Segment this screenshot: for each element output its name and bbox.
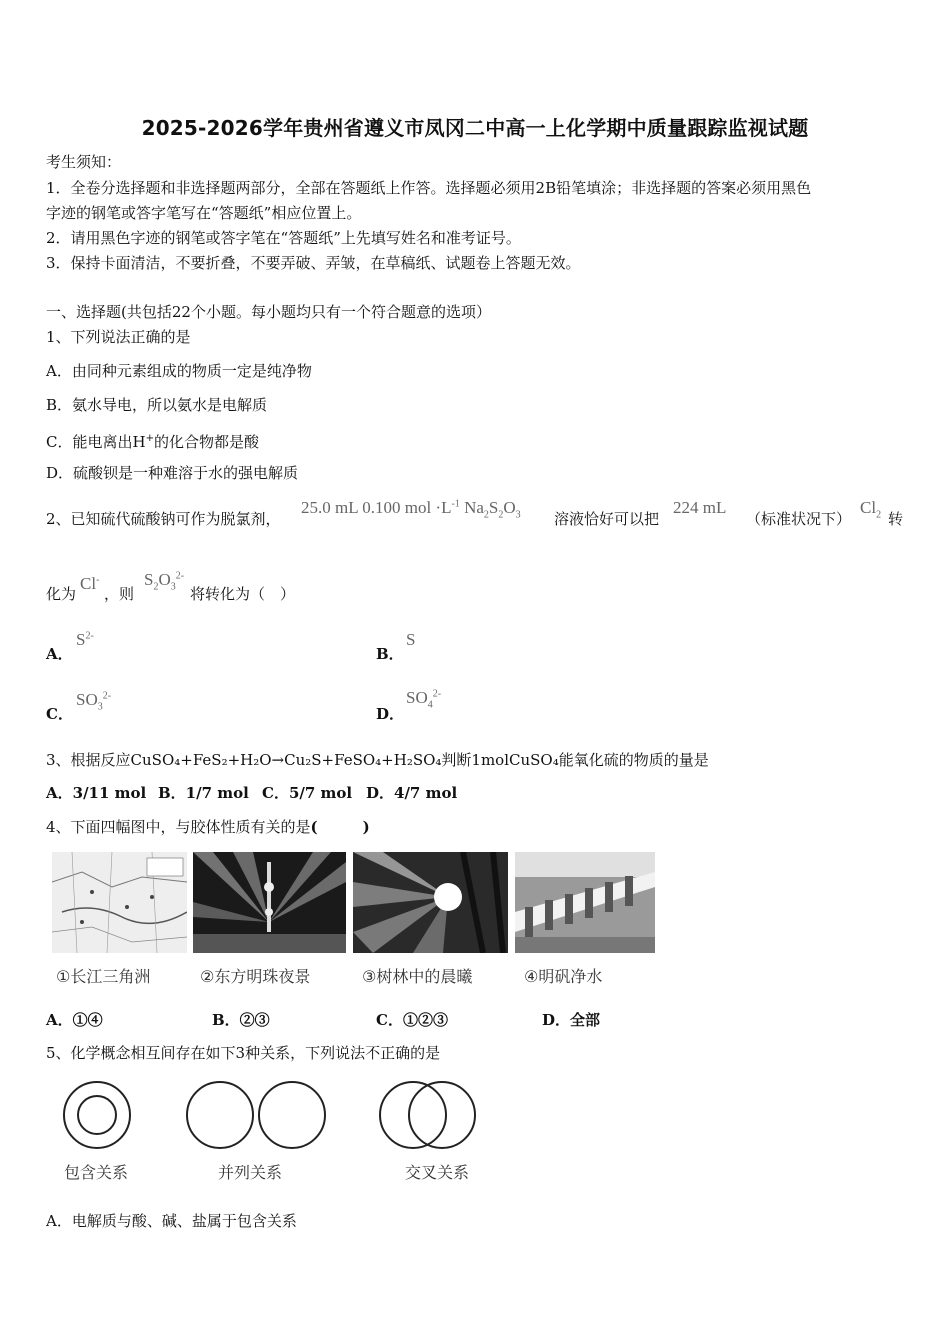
contain-inner-circle bbox=[78, 1096, 116, 1134]
q2-f1-na: Na bbox=[459, 498, 484, 517]
q2-f1-s: S bbox=[488, 498, 499, 517]
q2-stem-end: 转 bbox=[888, 510, 904, 528]
q2-c-sup: 2- bbox=[102, 690, 112, 702]
q2-option-b-label: B． bbox=[376, 645, 404, 663]
q1-stem: 1、下列说法正确的是 bbox=[46, 328, 191, 346]
q2-s2o3-s: S bbox=[144, 570, 154, 589]
q1-option-c-post: 的化合物都是酸 bbox=[153, 433, 259, 451]
q2-line2-pre: 化为 bbox=[46, 585, 77, 603]
q4-option-c: C．①②③ bbox=[376, 1011, 448, 1029]
q2-s2o3-sup: 2- bbox=[175, 570, 185, 582]
caption-4: ④明矾净水 bbox=[524, 967, 603, 986]
q2-option-c-formula bbox=[76, 690, 111, 712]
q5-option-a: A．电解质与酸、碱、盐属于包含关系 bbox=[46, 1212, 297, 1230]
q4-stem-pre: 4、下面四幅图中，与胶体性质有关的是 bbox=[46, 818, 311, 836]
q2-line2-end: 将转化为（ ） bbox=[190, 585, 296, 603]
q3-option-d: D．4/7 mol bbox=[366, 784, 458, 802]
q4-option-b: B．②③ bbox=[212, 1011, 270, 1029]
q1-option-c-sup: + bbox=[145, 433, 154, 444]
q3-option-c: C．5/7 mol bbox=[262, 784, 353, 802]
q3-stem: 3、根据反应CuSO₄+FeS₂+H₂O→Cu₂S+FeSO₄+H₂SO₄判断1molCuSO₄能氧化硫的物质的量是 bbox=[46, 751, 709, 769]
q2-c-f: SO bbox=[76, 690, 98, 709]
q2-c-sub: 3 bbox=[97, 701, 103, 713]
q5-stem: 5、化学概念相互间存在如下3种关系，下列说法不正确的是 bbox=[46, 1044, 441, 1062]
q2-stem-cond: （标准状况下） bbox=[746, 510, 852, 528]
relation-label-cross: 交叉关系 bbox=[405, 1163, 470, 1182]
section-heading: 一、选择题(共包括22个小题。每小题均只有一个符合题意的选项） bbox=[46, 303, 491, 321]
q2-d-sub: 4 bbox=[427, 699, 433, 711]
notice-line-1b: 字迹的钢笔或答字笔写在“答题纸”相应位置上。 bbox=[46, 204, 362, 222]
q4-option-d: D．全部 bbox=[542, 1011, 601, 1029]
parallel-left-circle bbox=[187, 1082, 253, 1148]
q2-cl: Cl bbox=[80, 574, 97, 593]
q3-option-b: B．1/7 mol bbox=[158, 784, 249, 802]
page-title: 2025-2026学年贵州省遵义市凤冈二中高一上化学期中质量跟踪监视试题 bbox=[141, 116, 809, 140]
q2-f1-sup: -1 bbox=[451, 498, 460, 510]
contain-outer-circle bbox=[64, 1082, 130, 1148]
q2-stem-mid: 溶液恰好可以把 bbox=[554, 510, 660, 528]
caption-1: ①长江三角洲 bbox=[56, 967, 151, 986]
relation-label-contain: 包含关系 bbox=[64, 1163, 129, 1182]
caption-2: ②东方明珠夜景 bbox=[200, 967, 311, 986]
q1-option-b: B．氨水导电，所以氨水是电解质 bbox=[46, 396, 268, 414]
q2-option-a-label: A． bbox=[46, 645, 73, 663]
map-image bbox=[52, 852, 187, 953]
relation-label-parallel: 并列关系 bbox=[218, 1163, 283, 1182]
q2-option-d-label: D． bbox=[376, 705, 405, 723]
q2-option-c-label: C． bbox=[46, 705, 73, 723]
notice-heading: 考生须知： bbox=[46, 153, 122, 171]
q1-option-c-pre: C．能电离出H bbox=[46, 433, 146, 451]
q3-option-a: A．3/11 mol bbox=[46, 784, 147, 802]
q2-d-sup: 2- bbox=[432, 688, 442, 700]
relation-diagram bbox=[50, 1078, 500, 1158]
q2-stem-pre: 2、已知硫代硫酸钠可作为脱氯剂， bbox=[46, 510, 281, 528]
q4-stem-paren: ( ) bbox=[310, 818, 370, 836]
cross-left-circle bbox=[380, 1082, 446, 1148]
q2-f1-o: O bbox=[503, 498, 516, 517]
q2-cl-sup: - bbox=[96, 574, 100, 586]
q1-option-c bbox=[46, 429, 259, 452]
q4-option-a: A．①④ bbox=[46, 1011, 103, 1029]
parallel-right-circle bbox=[259, 1082, 325, 1148]
caption-3: ③树林中的晨曦 bbox=[362, 967, 473, 986]
q2-option-d-formula bbox=[406, 688, 441, 710]
notice-line-1a: 1．全卷分选择题和非选择题两部分，全部在答题纸上作答。选择题必须用2B铅笔填涂；非选择题的答案必须用黑色 bbox=[46, 179, 812, 197]
alum-image bbox=[515, 852, 655, 953]
q2-option-b-formula: S bbox=[406, 630, 416, 649]
q2-a-sup: 2- bbox=[85, 630, 94, 642]
q2-f1: 25.0 mL 0.100 mol ·L bbox=[301, 498, 452, 517]
q2-cl-ion bbox=[80, 574, 99, 594]
q2-a-f: S bbox=[76, 630, 86, 649]
q2-s2o3-ion: $S_2O_3^{2-}$ bbox=[144, 570, 185, 593]
q4-stem bbox=[46, 817, 370, 837]
q2-s2o3-o: O bbox=[158, 570, 171, 589]
notice-line-2: 2．请用黑色字迹的钢笔或答字笔在“答题纸”上先填写姓名和准考证号。 bbox=[46, 229, 521, 247]
q2-formula-volume: 224 mL bbox=[673, 498, 727, 517]
q2-formula-solution: 25.0 mL 0.100 mol $\cdot L^{-1}$ $Na_2S_2O_3$ bbox=[301, 498, 521, 521]
night-view-image bbox=[193, 852, 346, 953]
notice-line-3: 3．保持卡面清洁，不要折叠，不要弄破、弄皱，在草稿纸、试题卷上答题无效。 bbox=[46, 254, 581, 272]
q2-formula-cl2: $Cl_2$ bbox=[860, 498, 882, 521]
q2-line2-mid: ，则 bbox=[104, 585, 135, 603]
q2-f3: Cl bbox=[860, 498, 877, 517]
q2-option-a-formula bbox=[76, 630, 94, 650]
q1-option-a: A．由同种元素组成的物质一定是纯净物 bbox=[46, 362, 312, 380]
q2-d-f: SO bbox=[406, 688, 428, 707]
q1-option-d: D．硫酸钡是一种难溶于水的强电解质 bbox=[46, 464, 299, 482]
forest-image bbox=[353, 852, 508, 953]
cross-right-circle bbox=[409, 1082, 475, 1148]
